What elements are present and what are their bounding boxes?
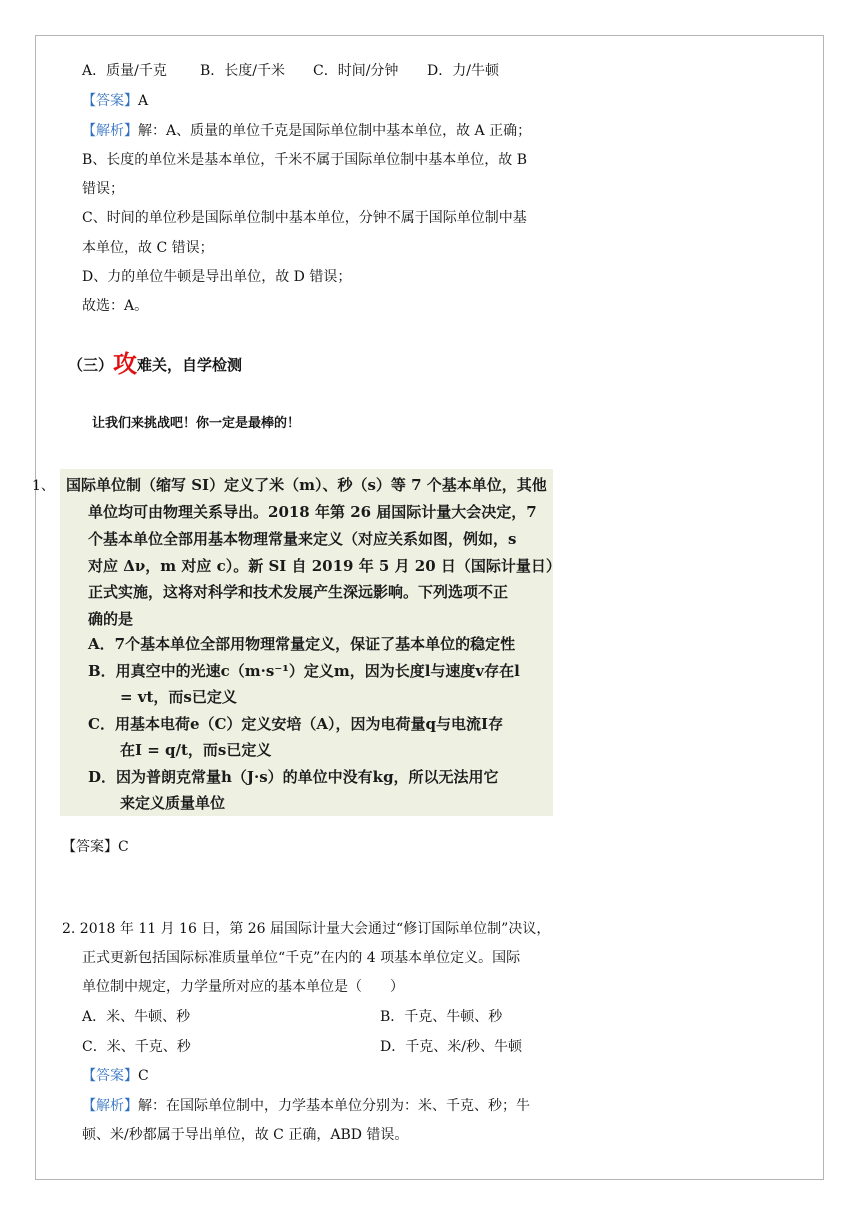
question-1-number: 1、 — [32, 478, 55, 494]
answer-tag: 【答案】 — [62, 839, 118, 855]
top-analysis-line-3: 错误； — [82, 181, 124, 197]
q2-option-a: A．米、牛顿、秒 — [82, 1009, 191, 1025]
top-answer — [82, 91, 148, 111]
section-highlight: 攻 — [113, 350, 138, 378]
top-analysis-line-1 — [82, 121, 531, 141]
q1-option-c: C．用基本电荷e（C）定义安培（A），因为电荷量q与电流I存 — [88, 715, 504, 733]
analysis-text: 解：在国际单位制中，力学基本单位分别为：米、千克、秒；牛 — [138, 1098, 530, 1114]
q1-option-b: B．用真空中的光速c（m·s⁻¹）定义m，因为长度l与速度v存在l — [88, 662, 520, 680]
option-d: D．力/牛顿 — [427, 63, 499, 79]
q1-option-a: A．7个基本单位全部用物理常量定义，保证了基本单位的稳定性 — [88, 635, 516, 653]
section-prefix: （三） — [68, 356, 114, 374]
analysis-tag: 【解析】 — [82, 1098, 138, 1114]
top-options-row — [82, 61, 499, 81]
q2-answer — [82, 1066, 149, 1086]
q1-line-4: 对应 Δν，m 对应 c）。新 SI 自 2019 年 5 月 20 日（国际计量日） — [88, 557, 561, 575]
q2-analysis-line-1 — [82, 1096, 530, 1116]
motto-text: 让我们来挑战吧！你一定是最棒的！ — [92, 416, 301, 431]
section-heading — [68, 346, 242, 383]
q2-option-b: B．千克、牛顿、秒 — [380, 1009, 503, 1025]
q1-line-5: 正式实施，这将对科学和技术发展产生深远影响。下列选项不正 — [88, 583, 509, 601]
top-analysis-line-7: 故选：A。 — [82, 298, 149, 314]
q1-option-d: D．因为普朗克常量h（J·s）的单位中没有kg，所以无法用它 — [88, 768, 499, 786]
top-analysis-line-4: C、时间的单位秒是国际单位制中基本单位，分钟不属于国际单位制中基 — [82, 210, 527, 226]
answer-value: C — [138, 1068, 149, 1084]
option-c: C．时间/分钟 — [313, 63, 399, 79]
q1-option-c-cont: 在I = q/t，而s已定义 — [120, 741, 272, 759]
question-1-answer — [62, 837, 129, 857]
q2-stem-line-1: 2. 2018 年 11 月 16 日，第 26 届国际计量大会通过“修订国际单位制”决议， — [62, 921, 551, 937]
option-a: A．质量/千克 — [82, 63, 167, 79]
q1-option-b-cont: = vt，而s已定义 — [120, 688, 237, 706]
answer-value: C — [118, 839, 129, 855]
top-analysis-line-5: 本单位，故 C 错误； — [82, 240, 214, 256]
answer-tag: 【答案】 — [82, 93, 138, 109]
q2-option-d: D．千克、米/秒、牛顿 — [380, 1039, 522, 1055]
q2-option-c: C．米、千克、秒 — [82, 1039, 191, 1055]
q1-option-d-cont: 来定义质量单位 — [120, 794, 226, 812]
section-title: 难关，自学检测 — [137, 356, 243, 374]
answer-value: A — [138, 93, 149, 109]
analysis-text: 解：A、质量的单位千克是国际单位制中基本单位，故 A 正确； — [138, 123, 532, 139]
answer-tag: 【答案】 — [82, 1068, 138, 1084]
option-b: B．长度/千米 — [200, 63, 286, 79]
analysis-tag: 【解析】 — [82, 123, 138, 139]
q1-line-2: 单位均可由物理关系导出。2018 年第 26 届国际计量大会决定，7 — [88, 503, 537, 521]
top-analysis-line-2: B、长度的单位米是基本单位，千米不属于国际单位制中基本单位，故 B — [82, 152, 528, 168]
top-analysis-line-6: D、力的单位牛顿是导出单位，故 D 错误； — [82, 269, 352, 285]
q1-line-3: 个基本单位全部用基本物理常量来定义（对应关系如图，例如，s — [88, 530, 517, 548]
q2-stem-line-2: 正式更新包括国际标准质量单位“千克”在内的 4 项基本单位定义。国际 — [82, 950, 521, 966]
q1-line-1: 国际单位制（缩写 SI）定义了米（m）、秒（s）等 7 个基本单位，其他 — [66, 476, 547, 494]
q2-analysis-line-2: 顿、米/秒都属于导出单位，故 C 正确，ABD 错误。 — [82, 1127, 409, 1143]
question-1-image — [60, 469, 561, 816]
q1-line-6: 确的是 — [88, 610, 134, 628]
q2-stem-line-3: 单位制中规定，力学量所对应的基本单位是（ ） — [82, 979, 404, 995]
